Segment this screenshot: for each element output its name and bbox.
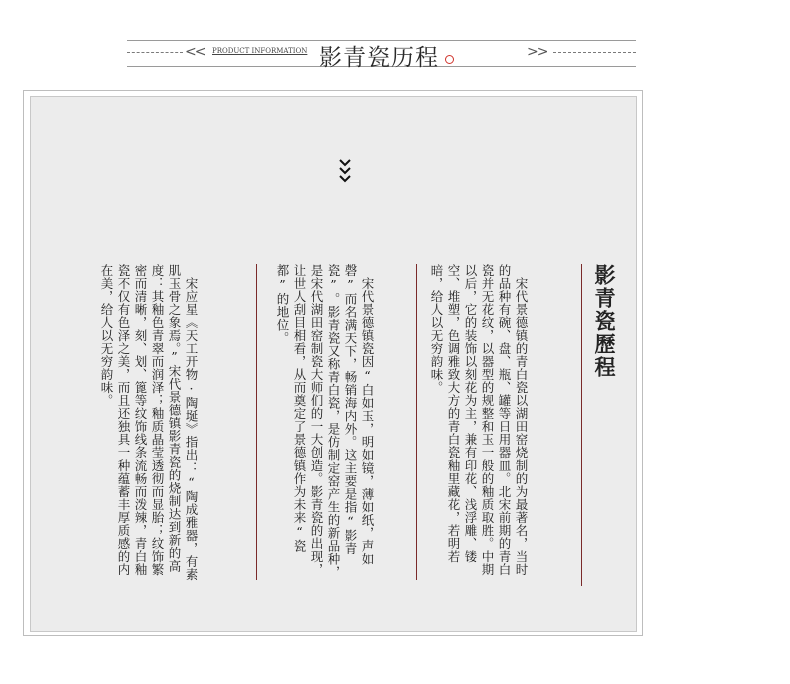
header-chevrons-right: >> (527, 44, 547, 60)
triple-chevron-down-icon (336, 160, 354, 184)
column-divider-1 (416, 264, 417, 580)
header-dash-right (553, 52, 636, 53)
title-divider (581, 264, 582, 586)
header-chevrons-left: << (185, 44, 205, 60)
column-divider-2 (256, 264, 257, 580)
header-title: 影青瓷历程 (319, 45, 439, 71)
paragraph-2: 宋代景德镇瓷因“白如玉，明如镜，薄如纸，声如磬”而名满天下，畅销海内外。这主要是指“影青瓷”。影青瓷又称青白瓷，是仿制定窑产生的新品种，是宋代湖田窑制瓷大师们的一大创造。影青瓷的出现，让世人刮目相看，从而奠定了景德镇作为未来“瓷都”的地位。 (275, 264, 375, 579)
red-circle-icon (445, 55, 454, 64)
paragraph-3: 宋应星《天工开物·陶埏》指出：“陶成雅器，有素肌玉骨之象焉。”宋代景德镇影青瓷的烧制达到新的高度：其釉色青翠而润泽；釉质晶莹透彻而显胎；纹饰繁密而清晰，刻、划、篦等纹饰线条流畅而泼辣，青白釉瓷不仅有色泽之美，而且还独具一种蕴蓄丰厚质感的内在美，给人以无穷韵味。 (99, 264, 199, 581)
header-dash-left (127, 52, 183, 53)
paragraph-1: 宋代景德镇的青白瓷以湖田窑烧制的为最著名，当时的品种有碗、盘、瓶、罐等日用器皿。北宋前期的青白瓷并无花纹，以器型的规整和玉一般的釉质取胜。中期以后，它的装饰以刻花为主，兼有印花、浅浮雕、镂空、堆塑，色调雅致大方的青白瓷釉里藏花，若明若暗，给人以无穷韵味。 (429, 264, 529, 576)
header-banner (127, 40, 636, 71)
section-title: 影青瓷歷程 (592, 264, 617, 379)
header-subtitle: PRODUCT INFORMATION (212, 47, 308, 55)
